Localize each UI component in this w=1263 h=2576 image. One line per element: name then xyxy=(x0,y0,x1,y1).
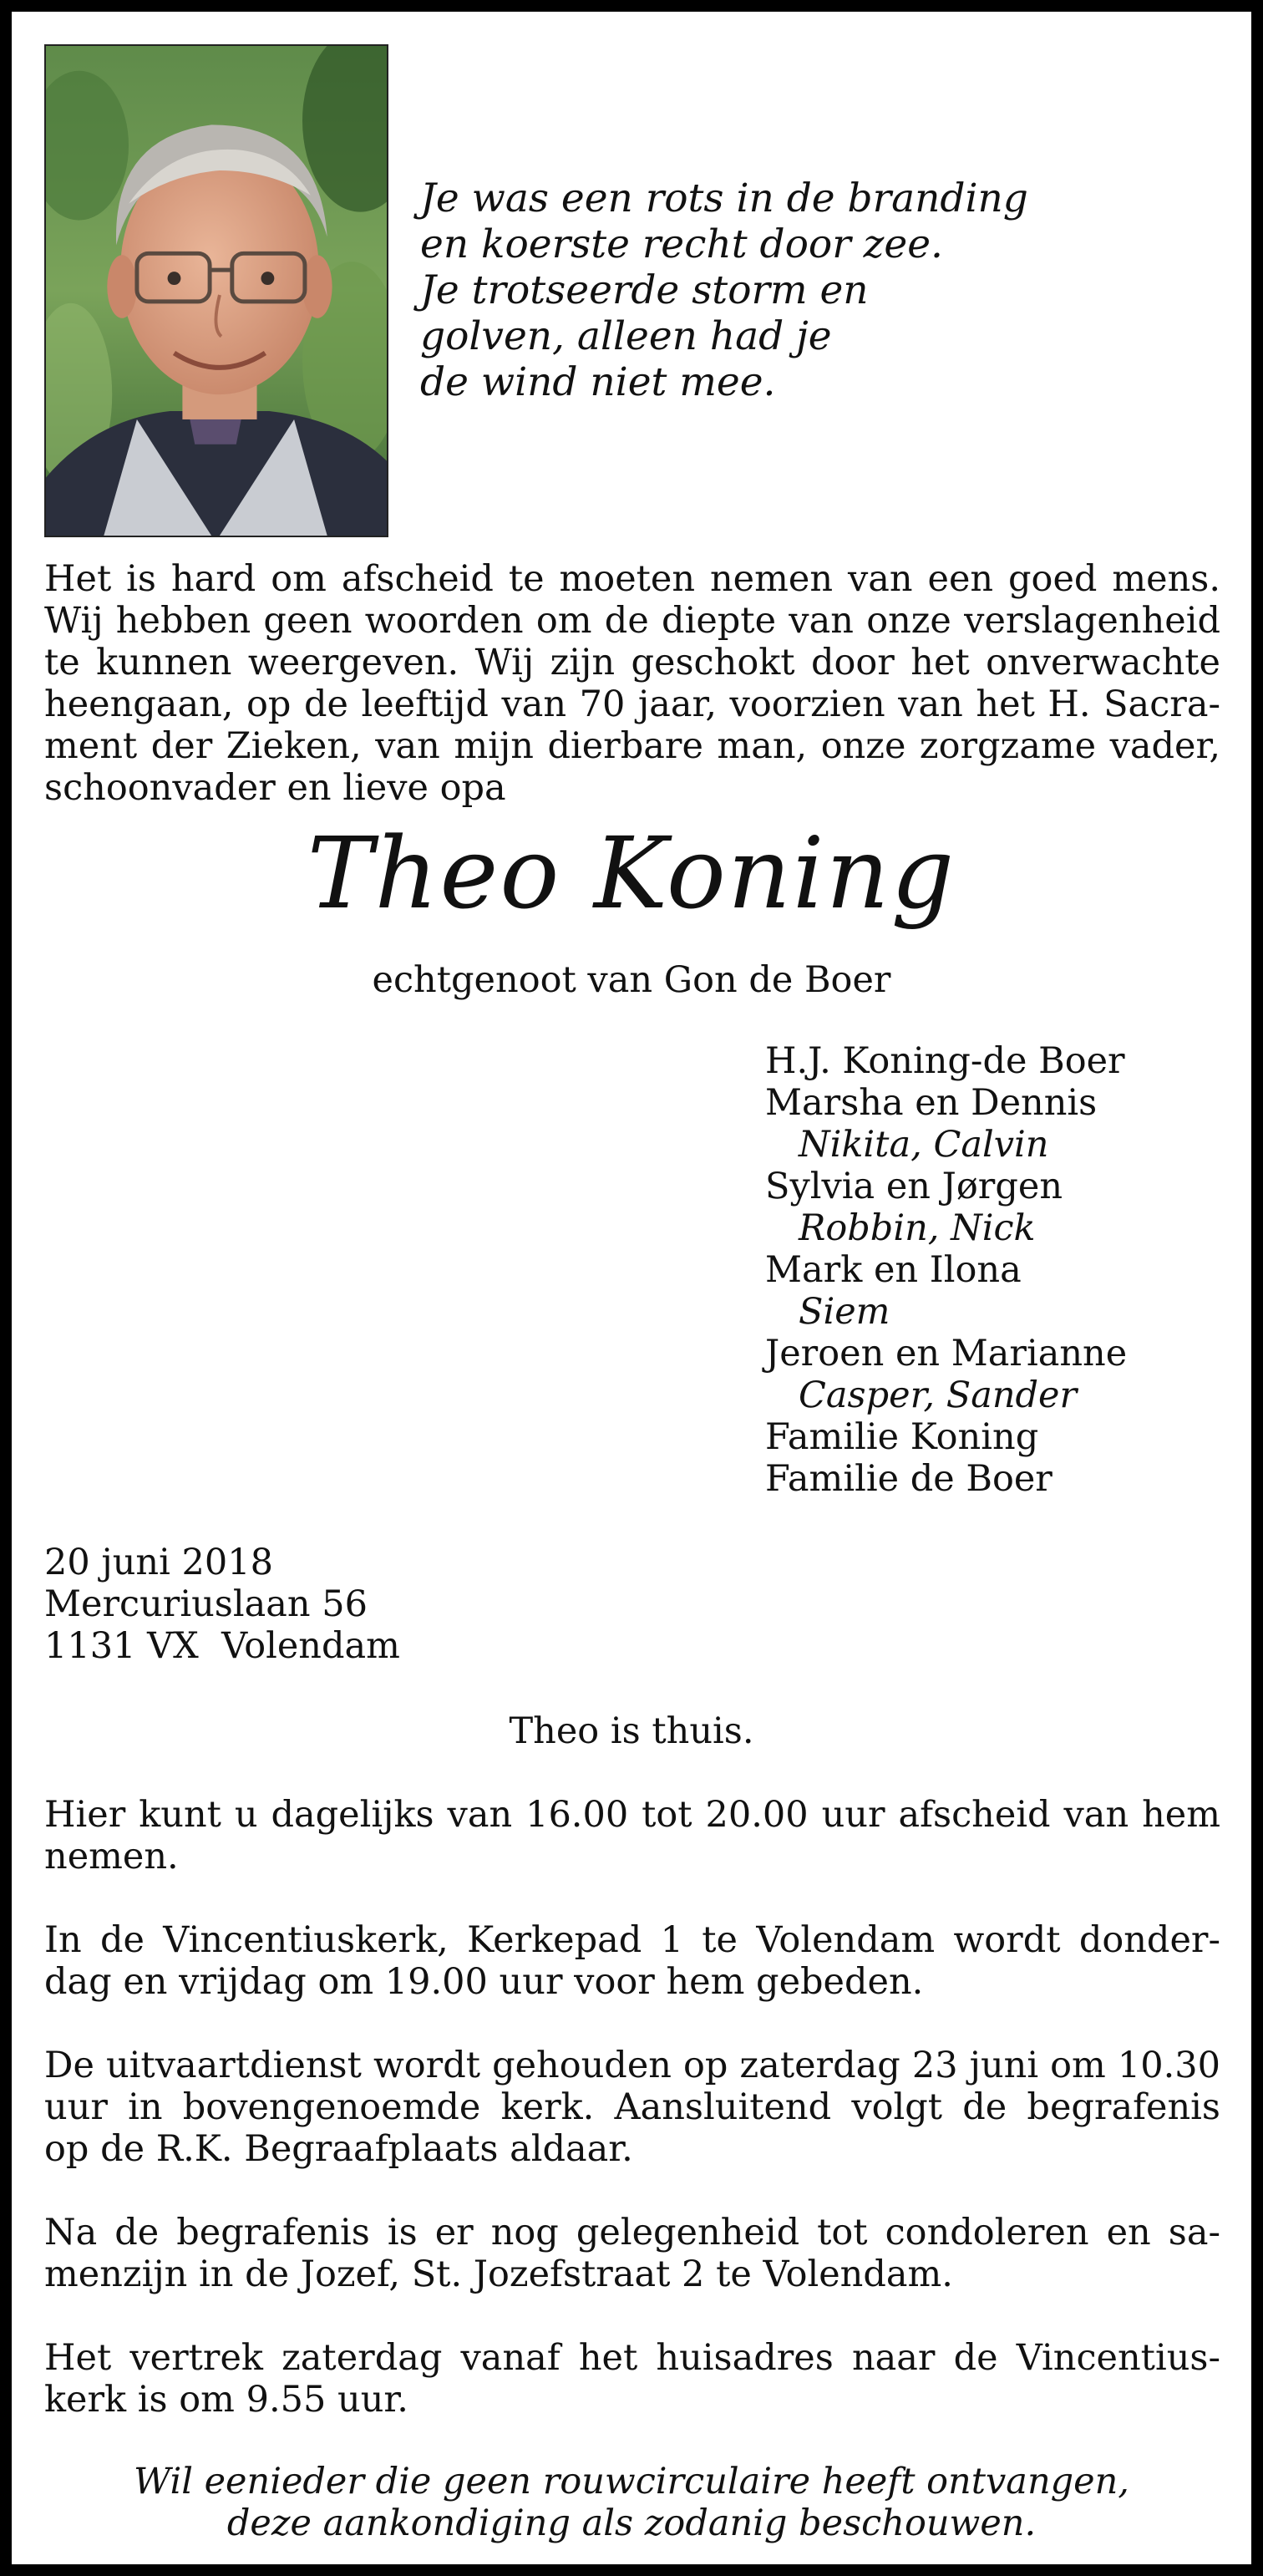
grandchildren: Robbin, Nick xyxy=(799,1207,1036,1249)
deceased-name: Theo Koning xyxy=(307,815,956,931)
paragraph-line: In de Vincentiuskerk, Kerkepad 1 te Volendam wordt donder- xyxy=(44,1919,1220,1961)
at-home-notice: Theo is thuis. xyxy=(509,1710,754,1752)
grandchildren: Siem xyxy=(799,1291,890,1333)
closing-line: Wil eenieder die geen rouwcirculaire heeft ontvangen, xyxy=(134,2461,1129,2502)
poem-line: de wind niet mee. xyxy=(420,359,776,405)
paragraph-line: Na de begrafenis is er nog gelegenheid tot condoleren en sa- xyxy=(44,2212,1220,2253)
intro-line: te kunnen weergeven. Wij zijn geschokt door het onverwachte xyxy=(44,642,1220,683)
paragraph-line: menzijn in de Jozef, St. Jozefstraat 2 te Volendam. xyxy=(44,2253,953,2295)
family-member: Marsha en Dennis xyxy=(765,1082,1098,1124)
intro-line: schoonvader en lieve opa xyxy=(44,767,506,809)
paragraph-line: Hier kunt u dagelijks van 16.00 tot 20.00 uur afscheid van hem xyxy=(44,1794,1220,1836)
paragraph-line: De uitvaartdienst wordt gehouden op zaterdag 23 juni om 10.30 xyxy=(44,2045,1220,2086)
intro-line: Het is hard om afscheid te moeten nemen van een goed mens. xyxy=(44,558,1220,600)
family-list xyxy=(765,1040,1127,1500)
paragraph-line: nemen. xyxy=(44,1836,179,1877)
poem-line: Je trotseerde storm en xyxy=(420,267,869,313)
paragraph-line: uur in bovengenoemde kerk. Aansluitend volgt de begrafenis xyxy=(44,2086,1220,2128)
city: 1131 VX Volendam xyxy=(44,1625,400,1667)
poem-line: en koerste recht door zee. xyxy=(420,221,943,267)
family-member: Sylvia en Jørgen xyxy=(765,1166,1063,1207)
family-member: H.J. Koning-de Boer xyxy=(765,1040,1125,1082)
condolence-paragraph xyxy=(44,2212,1220,2295)
family-member: Jeroen en Marianne xyxy=(765,1333,1128,1374)
family-member: Familie Koning xyxy=(765,1416,1039,1458)
poem-line: Je was een rots in de branding xyxy=(420,175,1028,221)
home-address xyxy=(44,1542,400,1667)
paragraph-line: op de R.K. Begraafplaats aldaar. xyxy=(44,2128,633,2170)
poem xyxy=(420,175,1028,405)
spouse-line: echtgenoot van Gon de Boer xyxy=(372,959,891,1001)
paragraph-line: dag en vrijdag om 19.00 uur voor hem gebeden. xyxy=(44,1961,924,2003)
intro-line: heengaan, op de leeftijd van 70 jaar, voorzien van het H. Sacra- xyxy=(44,683,1220,725)
intro-paragraph xyxy=(44,558,1220,809)
intro-line: ment der Zieken, van mijn dierbare man, onze zorgzame vader, xyxy=(44,725,1220,767)
street: Mercuriuslaan 56 xyxy=(44,1583,368,1625)
grandchildren: Nikita, Calvin xyxy=(799,1124,1049,1166)
family-member: Familie de Boer xyxy=(765,1458,1052,1500)
funeral-paragraph xyxy=(44,2045,1220,2170)
poem-line: golven, alleen had je xyxy=(420,313,832,359)
closing-line: deze aankondiging als zodanig beschouwen. xyxy=(226,2502,1037,2544)
portrait-photo xyxy=(44,44,388,537)
visiting-paragraph xyxy=(44,1794,1220,1877)
prayer-paragraph xyxy=(44,1919,1220,2003)
intro-line: Wij hebben geen woorden om de diepte van onze verslagenheid xyxy=(44,600,1220,642)
closing-note xyxy=(0,2461,1263,2544)
grandchildren: Casper, Sander xyxy=(799,1374,1078,1416)
paragraph-line: Het vertrek zaterdag vanaf het huisadres naar de Vincentius- xyxy=(44,2337,1220,2379)
paragraph-line: kerk is om 9.55 uur. xyxy=(44,2379,408,2421)
date: 20 juni 2018 xyxy=(44,1542,273,1583)
departure-paragraph xyxy=(44,2337,1220,2421)
family-member: Mark en Ilona xyxy=(765,1249,1022,1291)
